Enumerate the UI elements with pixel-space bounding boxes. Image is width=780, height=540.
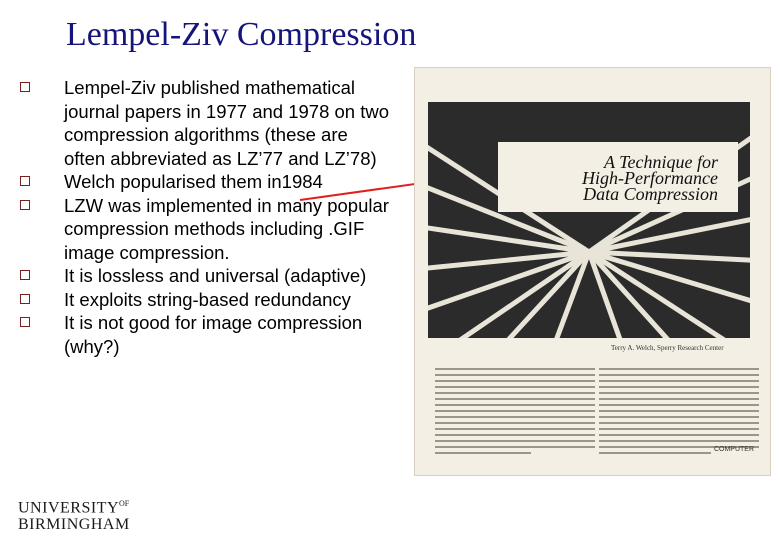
slide-title: Lempel-Ziv Compression (66, 16, 417, 53)
article-title: A Technique for High-Performance Data Compression (582, 152, 718, 204)
bullet-text: It is lossless and universal (adaptive) (64, 265, 367, 286)
bullet-text: Welch popularised them in1984 (64, 171, 323, 192)
journal-article-scan (415, 68, 770, 475)
bullet-text: It exploits string-based redundancy (64, 288, 351, 310)
article-footer: COMPUTER (713, 446, 754, 453)
article-byline: Terry A. Welch, Sperry Research Center (611, 344, 724, 352)
article-cover-art (428, 102, 750, 338)
bullet-text: Lempel-Ziv published mathematical journal papers in 1977 and 1978 on two compression algorithms (these are often abbreviated as LZ’77 and LZ’78) (64, 77, 390, 169)
radiating-lines-graphic (428, 102, 750, 338)
bullet-text: LZW was implemented in many popular compression methods including .GIF image compression. (64, 194, 389, 263)
university-logo: $UNIVERSITY^{OF}$ BIRMINGHAM (18, 499, 130, 534)
article-text-column-right (599, 368, 759, 458)
article-text-column-left (435, 368, 595, 458)
bullet-text: It is not good for image compression (why?) (64, 312, 363, 357)
